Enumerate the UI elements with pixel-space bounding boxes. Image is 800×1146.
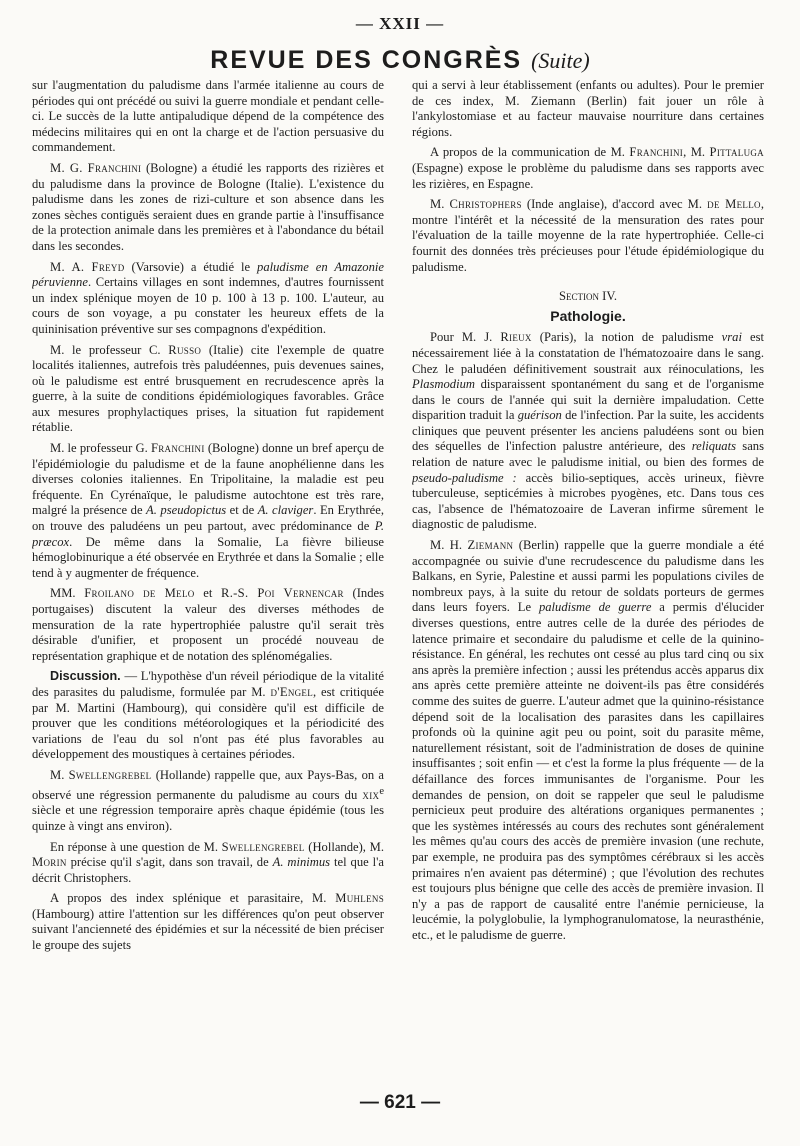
emphasis: paludisme en Amazonie péruvienne: [32, 259, 384, 290]
text: Pour M. J.: [430, 330, 501, 345]
author-name: Swellengrebel: [68, 767, 152, 782]
author-name: M. G. Franchini: [50, 160, 142, 175]
paragraph: [32, 891, 384, 953]
emphasis: Plasmodium: [412, 377, 475, 392]
text: précise qu'il s'agit, dans son travail, de: [66, 855, 273, 870]
paragraph: [32, 669, 384, 763]
author-name: Russo: [168, 342, 202, 357]
text: et: [194, 586, 222, 601]
text: M. le professeur C.: [50, 342, 169, 357]
emphasis: paludisme de guerre: [538, 600, 652, 615]
text: siècle et une régression temporaire après chaque épidémie (tous les quinze à vingt ans environ).: [32, 803, 384, 833]
text: , M.: [683, 145, 710, 160]
text: A propos des index splénique et parasitaire, M.: [50, 891, 336, 906]
text: . Certains villages en sont indemnes, d'autres fournissent un index splénique moyen de 10 p. 100 à 13 p. 100. L'auteur, au cours de son voyage, a pu constater les heureux effets de la quininisation préventive sur ses compagnons d'expédition.: [32, 275, 384, 336]
page-title: [0, 46, 800, 75]
emphasis: vrai: [721, 330, 742, 345]
paragraph: [412, 145, 764, 192]
paragraph: [32, 343, 384, 437]
text: . De même dans la Somalie, La fièvre bilieuse hémoglobinurique a été observée en Erythrée et dans la Somalie ; elle tend à y augmenter de fréquence.: [32, 534, 384, 580]
paragraph: [32, 586, 384, 664]
text: En réponse à une question de M.: [50, 839, 222, 854]
author-name: Swellengrebel: [221, 839, 305, 854]
paragraph: [32, 161, 384, 255]
author-name: Franchini: [150, 441, 205, 456]
text: (Hambourg) attire l'attention sur les différences qu'on peut observer suivant l'ancienneté des épidémies et sur la nécessité de bien préciser le groupe des sujets: [32, 906, 384, 953]
section-title: Pathologie.: [550, 307, 626, 324]
text: est nécessairement liée à la constatation de l'hématozoaire dans le sang. Chez le paludéen définitivement soustrait aux réinoculations, les: [412, 330, 764, 376]
author-name: Franchini: [629, 145, 684, 160]
paragraph: [412, 330, 764, 533]
text: a permis d'élucider diverses questions, entre autres celle de la durée des périodes de latence primaire et secondaire du paludisme et celle de la quinino-résistance. En général, les rechutes ont cessé au plus tard cinq ou six ans après la première infection ; aussi les prétendus accès apparus dix ans après cette première atteinte ne doivent-ils pas être considérés comme des suites de guerre. L'auteur admet que la quinino-résistance dépend soit de la localisation des parasites dans les capillaires profonds où la quinine agit peu ou point, soit du parasite même, naturellement résistant, soit de l'administration de doses de quinine insuffisantes ; soit enfin — et c'est la forme la plus fréquente — de la défaillance des forces immunisantes de l'organisme. Pour les demandes de pension, on doit se rappeler que seul le paludisme pernicieux peut produire des altérations organiques permanentes ; que les systèmes intéressés au cours des rechutes sont généralement les mêmes qu'au cours des accès de première invasion (une rechute, par exemple, ne produira pas des symptômes cérébraux si les accès primaires n'en avaient pas déterminé) ; que l'évolution des rechutes est toujours plus bénigne que celle des accès de première invasion. Il n'y a pas de rapport de causalité entre l'anémie pernicieuse, la leucémie, la polyglobulie, la lymphogranulomatose, la neurasthénie, etc., et le paludisme de guerre.: [412, 600, 764, 942]
paragraph: qui a servi à leur établissement (enfants ou adultes). Pour le premier de ces index, M. Ziemann (Berlin) fait jouer un rôle à l'ankylostomiase et au facteur mauvaise nourriture dans certaines régions.: [412, 78, 764, 139]
paragraph: [32, 768, 384, 835]
text: (Espagne) expose le problème du paludisme dans ses rapports avec les rizières, en Espagne.: [412, 160, 764, 191]
discussion-label: Discussion.: [50, 669, 121, 684]
paragraph: [412, 197, 764, 275]
text: , montre l'intérêt et la nécessité de la mensuration des rates pour l'évaluation de la taille moyenne de la rate hypertrophiée. Celle-ci fournit des données très précieuses pour l'étude épidémiologique du paludisme.: [412, 197, 764, 274]
author-name: Rieux: [500, 330, 532, 345]
right-column: [412, 78, 764, 1090]
text: M.: [50, 767, 69, 782]
title-text: REVUE DES CONGRÈS: [210, 46, 523, 74]
text: disparaissent spontanément du sang et de l'organisme dans le cours de l'année qui suit la dernière impaludation. Cette disparition traduit la: [412, 377, 764, 423]
page-number: — 621 —: [359, 1092, 441, 1113]
emphasis: A. minimus: [272, 855, 331, 870]
text: . En Erythrée, on trouve des paludéens un peu partout, avec prédominance de: [32, 503, 384, 534]
paragraph: [412, 538, 764, 943]
author-name: Ziemann: [467, 538, 514, 553]
text: (Bologne) a étudié les rapports des rizières et du paludisme dans la province de Bologne (Italie). L'existence du paludisme dans les zones de rizi-culture et son absence dans les zones sèches contiguës seraient dues en grande partie à l'insuffisance de la protection animale dans les premières et à l'abondance du bétail dans les secondes.: [32, 160, 384, 253]
paragraph: [32, 260, 384, 338]
text: A propos de la communication de M.: [430, 145, 630, 160]
author-name: M. A. Freyd: [50, 259, 125, 274]
emphasis: guérison: [517, 408, 562, 423]
paragraph: [32, 840, 384, 887]
emphasis: P. præcox: [32, 519, 384, 549]
text: (Bologne) donne un bref aperçu de l'épidémiologie du paludisme et de la faune anophélienne dans les diverses colonies italiennes. En Tripolitaine, la maladie est peu fréquente. En Cyrénaïque, le paludisme autochtone est très rare, malgré la présence de: [32, 441, 384, 518]
text: et de: [226, 503, 258, 518]
left-column: [32, 78, 384, 1090]
text: (Varsovie) a étudié le: [124, 259, 258, 274]
emphasis: reliquats: [691, 439, 736, 454]
text: (Berlin) rappelle que la guerre mondiale a été accompagnée ou suivie d'une recrudescence du paludisme dans les Balkans, en Syrie, Palestine et aussi parmi les populations civiles de nombreux pays, à la suite du retour de soldats porteurs de germes dans leurs foyers. Le: [412, 538, 764, 615]
author-name: de Mello: [707, 197, 761, 212]
text: (Hollande) rappelle que, aux Pays-Bas, on a observé une régression permanente du paludisme au cours du: [32, 767, 384, 802]
emphasis: A. claviger: [257, 503, 314, 518]
title-suite: (Suite): [531, 48, 590, 73]
text: sans relation de nature avec le paludisme initial, ou bien des formes de: [412, 439, 764, 470]
text: M. le professeur G.: [50, 441, 151, 456]
section-label: Section IV.: [559, 289, 617, 304]
author-name: Christophers: [449, 197, 522, 212]
text: tel que l'a décrit Christophers.: [32, 855, 384, 885]
text: MM.: [50, 586, 85, 601]
text: (Inde anglaise), d'accord avec M.: [521, 197, 708, 212]
text: — L'hypothèse d'un réveil périodique de la vitalité des parasites du paludisme, formulée par M.: [32, 669, 384, 699]
superscript: e: [379, 785, 384, 797]
text: (Hollande), M.: [304, 839, 384, 854]
text: (Paris), la notion de paludisme: [531, 330, 722, 345]
author-name: Froilano de Melo: [84, 586, 195, 601]
text: M. H.: [430, 538, 468, 553]
text: (Indes portugaises) discutent la valeur des diverses méthodes de mensuration de la rate hypertrophiée palustre qu'il serait très désirable d'unifier, et proposent un procédé nouveau de représentation graphique et de notation des splénomégalies.: [32, 586, 384, 663]
author-name: R.-S. Poi Vernencar: [221, 586, 344, 601]
emphasis: pseudo-paludisme :: [412, 470, 517, 485]
author-name: Pittaluga: [709, 145, 764, 160]
text: accès bilio-septiques, accès urineux, fièvre tuberculeuse, septicémies à microbes pyogènes, etc. Dans tous ces cas, l'absence de l'hématozoaire de Laveran infirme sûrement le diagnostic de paludisme.: [412, 470, 764, 532]
author-name: d'Engel: [270, 684, 314, 699]
text: de l'infection. Par la suite, les accidents cliniques que peuvent présenter les anciens paludéens sont ou bien des séquelles de l'infection palustre antérieure, des: [412, 408, 764, 454]
text: (Italie) cite l'exemple de quatre localités italiennes, autrefois très paludéennes, puis devenues saines, où le paludisme est entré brusquement en recrudescence après la guerre, à la suite de conditions épidémiologiques favorables. Grâce aux mesures prophylactiques prises, la situation fut rapidement rétablie.: [32, 342, 384, 435]
paragraph: [32, 441, 384, 581]
text: , est critiquée par M. Martini (Hambourg), qui considère qu'il est difficile de prouver que les conditions météorologiques et la périodicité des variations de l'eau du sol n'ont pas été plus favorables au développement des moustiques à certaines périodes.: [32, 684, 384, 762]
section-roman-numeral: — XXII —: [355, 14, 445, 33]
text: M.: [430, 197, 450, 212]
century: xix: [362, 787, 380, 802]
author-name: Morin: [32, 855, 67, 870]
emphasis: A. pseudopictus: [146, 503, 227, 518]
paragraph: sur l'augmentation du paludisme dans l'armée italienne au cours de périodes qui ont précédé ou suivi la guerre mondiale et pendant celle-ci. Le succès de la lutte antipaludique dépend de la compétence des médecins militaires qui en ont la charge et de l'action persuasive du commandement.: [32, 78, 384, 155]
author-name: Muhlens: [335, 891, 384, 906]
